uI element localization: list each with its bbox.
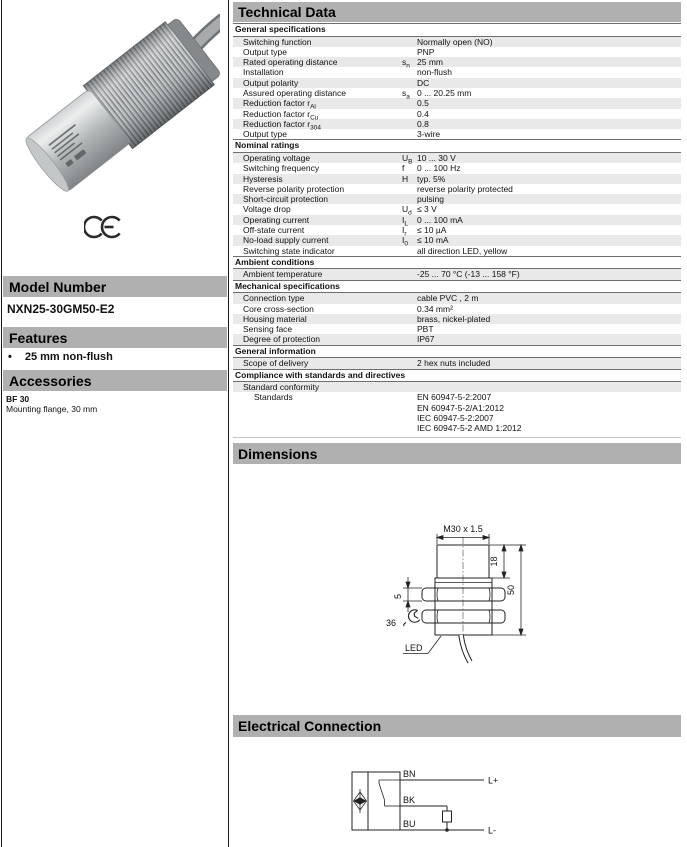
spec-label: Voltage drop (243, 204, 291, 215)
spec-symbol: H (402, 173, 409, 184)
wrench-size-label: 36 (386, 618, 397, 628)
supply-minus-label: L- (488, 825, 497, 836)
column-separator (228, 0, 229, 847)
spec-row (233, 174, 681, 184)
spec-row (233, 293, 681, 303)
spec-symbol (402, 119, 417, 129)
spec-symbol: $U_B$ (402, 152, 413, 166)
spec-label: Reduction factor $r_{304}$ (243, 118, 321, 132)
spec-row (233, 163, 681, 173)
hex-nut-2 (422, 610, 505, 623)
spec-value: brass, nickel-plated (417, 313, 491, 324)
spec-label: Degree of protection (243, 334, 321, 345)
spec-label: Switching function (243, 36, 312, 47)
ce-mark-icon (84, 213, 124, 241)
spec-row (233, 392, 681, 433)
spec-value: non-flush (417, 67, 452, 78)
spec-label: Output type (243, 129, 287, 140)
model-number-header-label: Model Number (9, 278, 107, 295)
spec-label: Hysteresis (243, 173, 283, 184)
spec-symbol (402, 358, 417, 368)
spec-label: Sensing face (243, 324, 293, 335)
spec-row (233, 47, 681, 57)
led-label: LED (405, 643, 423, 653)
spec-symbol (402, 98, 417, 108)
spec-symbol (402, 304, 417, 314)
spec-label: Operating current (243, 214, 310, 225)
spec-row (233, 269, 681, 279)
spec-label: Short-circuit protection (243, 194, 329, 205)
spec-value: pulsing (417, 194, 444, 205)
spec-value: reverse polarity protected (417, 183, 513, 194)
spec-row (233, 382, 681, 392)
spec-label: Standards (254, 392, 293, 403)
electrical-connection-header-label: Electrical Connection (238, 718, 382, 734)
spec-value: IP67 (417, 334, 435, 345)
spec-row (233, 194, 681, 204)
switch-symbol (379, 780, 400, 806)
spec-symbol (402, 324, 417, 334)
spec-label: Output type (243, 46, 287, 57)
spec-symbol (402, 37, 417, 47)
spec-value: cable PVC , 2 m (417, 293, 479, 304)
spec-symbol (402, 293, 417, 303)
spec-value: -25 ... 70 °C (-13 ... 158 °F) (417, 269, 520, 280)
spec-value: Normally open (NO) (417, 36, 493, 47)
load-resistor (443, 811, 452, 822)
spec-symbol: $I_0$ (402, 235, 408, 249)
spec-label: Standard conformity (243, 382, 320, 393)
spec-value: 0.34 mm² (417, 303, 453, 314)
spec-row (233, 67, 681, 77)
features-header-label: Features (9, 329, 68, 346)
page-left-border (1, 0, 2, 847)
spec-label: Core cross-section (243, 303, 314, 314)
spec-value: ≤ 10 mA (417, 235, 449, 246)
spec-label: Installation (243, 67, 284, 78)
spec-value: DC (417, 77, 430, 88)
spec-value: PNP (417, 46, 435, 57)
spec-value: 2 hex nuts included (417, 358, 491, 369)
spec-row (233, 235, 681, 249)
spec-symbol: $I_L$ (402, 214, 408, 228)
spec-symbol (402, 67, 417, 77)
spec-label: Connection type (243, 293, 305, 304)
wire-bu-label: BU (403, 819, 416, 829)
section-header: Nominal ratings (233, 139, 681, 153)
spec-symbol: f (402, 163, 405, 174)
inductive-sensor-symbol (354, 789, 367, 813)
spec-symbol (402, 392, 417, 433)
spec-row (233, 314, 681, 324)
spec-row (233, 98, 681, 111)
total-length-label: 50 (506, 584, 516, 596)
spec-row (233, 324, 681, 334)
spec-row (233, 78, 681, 88)
dimensions-header-label: Dimensions (238, 445, 318, 462)
electrical-connection-header (233, 715, 681, 737)
spec-value (417, 382, 681, 392)
spec-value: EN 60947-5-2:2007 EN 60947-5-2/A1:2012 IEC 60947-5-2:2007 IEC 60947-5-2 AMD 1:2012 (417, 392, 522, 434)
spec-label: Switching state indicator (243, 245, 335, 256)
spec-symbol (402, 314, 417, 324)
spec-value: 3-wire (417, 129, 441, 140)
spec-row (233, 57, 681, 70)
spec-label: Scope of delivery (243, 358, 309, 369)
feature-item (8, 351, 113, 363)
spec-row (233, 37, 681, 47)
spec-symbol (402, 109, 417, 119)
spec-row (233, 129, 681, 139)
spec-symbol (402, 129, 417, 139)
spec-label: Off-state current (243, 225, 305, 236)
spec-value: 0 ... 20.25 mm (417, 87, 472, 98)
hex-nut-1 (422, 588, 505, 601)
wire-bk-label: BK (403, 795, 416, 805)
spec-symbol: $s_n$ (402, 57, 410, 70)
spec-symbol (402, 246, 417, 256)
wiring-diagram (350, 763, 525, 838)
technical-data-header-label: Technical Data (238, 4, 336, 20)
spec-row (233, 304, 681, 314)
spec-value: typ. 5% (417, 173, 446, 184)
spec-row (233, 214, 681, 228)
spec-symbol (402, 184, 417, 194)
model-number-value: NXN25-30GM50-E2 (7, 302, 115, 316)
spec-row (233, 358, 681, 368)
spec-label: Switching frequency (243, 163, 320, 174)
spec-table (233, 23, 681, 438)
section-header: Mechanical specifications (233, 280, 681, 294)
accessories-header-label: Accessories (9, 372, 92, 389)
spec-value: 25 mm (417, 57, 443, 68)
spec-row (233, 184, 681, 194)
spec-label: Reduction factor $r_{Al}$ (243, 98, 316, 111)
spec-row (233, 108, 681, 122)
spec-label: Output polarity (243, 77, 299, 88)
feature-text: 25 mm non-flush (24, 351, 113, 363)
section-header: Compliance with standards and directives (233, 369, 681, 383)
spec-value: ≤ 3 V (417, 204, 437, 215)
nut-thickness-dimension (403, 577, 422, 612)
spec-symbol: $s_a$ (402, 87, 410, 101)
spec-row (233, 225, 681, 238)
product-photo (10, 14, 220, 206)
spec-value: 0.4 (417, 108, 429, 119)
spec-row (233, 152, 681, 166)
spec-symbol (402, 194, 417, 204)
section-header: General information (233, 345, 681, 359)
spec-value: 0 ... 100 mA (417, 214, 463, 225)
spec-value: all direction LED, yellow (417, 245, 508, 256)
bullet-icon: • (8, 351, 12, 363)
spec-label: Assured operating distance (243, 87, 347, 98)
spec-value: 0.8 (417, 118, 429, 129)
features-header (3, 327, 227, 348)
accessory-description: Mounting flange, 30 mm (6, 404, 98, 414)
wire-bn-label: BN (403, 769, 416, 779)
spec-row (233, 246, 681, 256)
cap-height-label: 18 (489, 556, 499, 567)
nut-thickness-label: 5 (393, 593, 403, 600)
model-number-header (3, 276, 227, 297)
dimensions-header (233, 443, 681, 464)
accessories-header (3, 370, 227, 391)
spec-row (233, 118, 681, 132)
spec-label: Ambient temperature (243, 269, 323, 280)
dimension-drawing (383, 522, 548, 704)
spec-value: 10 ... 30 V (417, 152, 456, 163)
spec-row (233, 334, 681, 344)
spec-value: 0 ... 100 Hz (417, 163, 461, 174)
section-header: General specifications (233, 23, 681, 37)
spec-row (233, 204, 681, 218)
spec-label: Housing material (243, 313, 307, 324)
spec-value: ≤ 10 µA (417, 225, 447, 236)
thread-dimension-label: M30 x 1.5 (443, 524, 483, 534)
spec-row (233, 87, 681, 101)
accessory-name: BF 30 (6, 394, 30, 404)
sensor-body-outline (435, 578, 492, 635)
spec-label: No-load supply current (243, 235, 329, 246)
spec-label: Rated operating distance (243, 57, 338, 68)
wrench-icon (404, 610, 420, 626)
spec-value: 0.5 (417, 98, 429, 109)
spec-symbol (402, 382, 417, 392)
spec-symbol (402, 334, 417, 344)
spec-value: PBT (417, 324, 434, 335)
spec-symbol: $U_d$ (402, 204, 412, 218)
spec-symbol (402, 47, 417, 57)
spec-label: Reverse polarity protection (243, 183, 345, 194)
spec-label: Operating voltage (243, 152, 311, 163)
spec-symbol (402, 78, 417, 88)
spec-symbol: $I_r$ (402, 225, 407, 238)
spec-symbol (402, 269, 417, 279)
spec-label: Reduction factor $r_{Cu}$ (243, 108, 319, 122)
technical-data-header (233, 2, 681, 22)
supply-plus-label: L+ (488, 775, 499, 786)
section-header: Ambient conditions (233, 256, 681, 270)
